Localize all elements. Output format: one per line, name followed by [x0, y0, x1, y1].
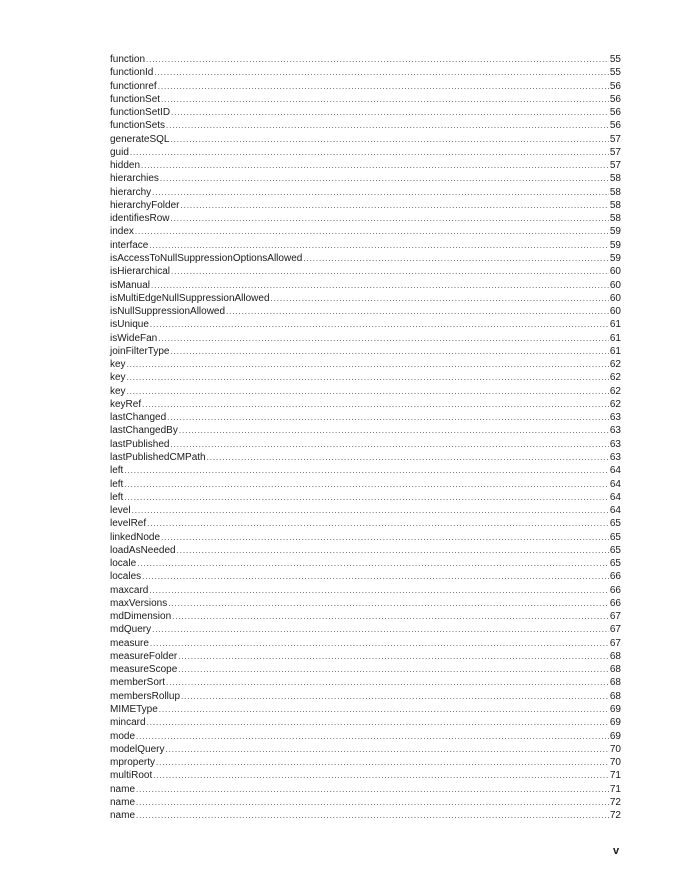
toc-entry-page: 56	[609, 120, 621, 132]
toc-entry[interactable]	[110, 451, 621, 464]
toc-entry-page: 62	[609, 398, 621, 410]
toc-entry-term: left	[110, 491, 124, 503]
toc-entry-page: 65	[609, 531, 621, 543]
toc-entry[interactable]	[110, 172, 621, 185]
toc-entry-page: 60	[609, 292, 621, 304]
toc-dot-leader	[150, 637, 609, 650]
toc-entry-page: 57	[609, 133, 621, 145]
toc-entry-term: mproperty	[110, 757, 156, 769]
toc-dot-leader	[149, 584, 609, 597]
toc-entry-term: functionSet	[110, 93, 161, 105]
toc-entry-page: 55	[609, 54, 621, 65]
toc-entry[interactable]	[110, 66, 621, 79]
table-of-contents	[110, 53, 621, 822]
toc-entry[interactable]	[110, 743, 621, 756]
toc-entry[interactable]	[110, 478, 621, 491]
toc-entry-page: 68	[609, 677, 621, 689]
toc-entry[interactable]	[110, 544, 621, 557]
toc-entry[interactable]	[110, 623, 621, 636]
toc-entry[interactable]	[110, 464, 621, 477]
toc-entry[interactable]	[110, 318, 621, 331]
toc-entry-term: index	[110, 226, 134, 238]
toc-dot-leader	[124, 491, 609, 504]
toc-dot-leader	[154, 66, 609, 79]
toc-entry-page: 71	[609, 770, 621, 782]
toc-entry-term: lastChanged	[110, 412, 167, 424]
toc-entry-page: 71	[609, 783, 621, 795]
toc-entry[interactable]	[110, 730, 621, 743]
toc-entry[interactable]	[110, 159, 621, 172]
toc-entry[interactable]	[110, 265, 621, 278]
toc-entry-page: 56	[609, 107, 621, 119]
toc-entry[interactable]	[110, 371, 621, 384]
toc-entry[interactable]	[110, 186, 621, 199]
toc-entry[interactable]	[110, 557, 621, 570]
toc-entry[interactable]	[110, 279, 621, 292]
toc-dot-leader	[127, 371, 609, 384]
toc-dot-leader	[170, 345, 608, 358]
toc-entry-page: 69	[609, 717, 621, 729]
toc-entry[interactable]	[110, 769, 621, 782]
toc-entry-page: 59	[609, 252, 621, 264]
toc-dot-leader	[137, 557, 609, 570]
toc-entry[interactable]	[110, 610, 621, 623]
toc-dot-leader	[142, 398, 609, 411]
toc-entry-page: 63	[609, 412, 621, 424]
toc-entry-page: 64	[609, 491, 621, 503]
toc-entry[interactable]	[110, 212, 621, 225]
toc-entry-term: linkedNode	[110, 531, 161, 543]
toc-entry[interactable]	[110, 53, 621, 66]
toc-entry[interactable]	[110, 637, 621, 650]
toc-entry-term: functionSetID	[110, 107, 171, 119]
toc-dot-leader	[168, 597, 609, 610]
toc-dot-leader	[136, 783, 609, 796]
toc-entry-term: left	[110, 465, 124, 477]
toc-entry-term: isUnique	[110, 319, 149, 331]
toc-entry-page: 65	[609, 558, 621, 570]
toc-entry[interactable]	[110, 809, 621, 822]
toc-entry-page: 67	[609, 637, 621, 649]
toc-entry[interactable]	[110, 332, 621, 345]
toc-dot-leader	[147, 716, 609, 729]
toc-entry[interactable]	[110, 411, 621, 424]
toc-entry-term: isManual	[110, 279, 151, 291]
toc-entry-page: 57	[609, 146, 621, 158]
toc-entry-page: 72	[609, 796, 621, 808]
toc-dot-leader	[124, 464, 609, 477]
toc-dot-leader	[136, 730, 609, 743]
toc-dot-leader	[124, 478, 609, 491]
toc-entry-term: level	[110, 505, 131, 517]
toc-dot-leader	[165, 743, 608, 756]
toc-entry-page: 60	[609, 266, 621, 278]
toc-dot-leader	[170, 438, 608, 451]
toc-dot-leader	[156, 756, 609, 769]
toc-entry-term: measureFolder	[110, 650, 178, 662]
toc-entry-page: 68	[609, 650, 621, 662]
toc-entry[interactable]	[110, 597, 621, 610]
toc-entry-page: 62	[609, 385, 621, 397]
toc-entry[interactable]	[110, 584, 621, 597]
toc-dot-leader	[132, 504, 609, 517]
toc-entry[interactable]	[110, 796, 621, 809]
toc-entry[interactable]	[110, 345, 621, 358]
toc-entry[interactable]	[110, 133, 621, 146]
toc-dot-leader	[159, 703, 609, 716]
toc-entry-term: functionId	[110, 67, 154, 79]
toc-entry-term: mode	[110, 730, 136, 742]
toc-entry-term: left	[110, 478, 124, 490]
toc-entry-term: guid	[110, 146, 129, 158]
toc-entry-term: function	[110, 54, 146, 65]
toc-entry-page: 59	[609, 239, 621, 251]
page-number: v	[613, 845, 620, 857]
toc-dot-leader	[179, 424, 609, 437]
toc-entry[interactable]	[110, 504, 621, 517]
toc-entry-term: modelQuery	[110, 743, 165, 755]
toc-entry-page: 58	[609, 186, 621, 198]
toc-dot-leader	[151, 279, 609, 292]
toc-entry-term: key	[110, 359, 126, 371]
toc-dot-leader	[178, 650, 609, 663]
toc-entry[interactable]	[110, 531, 621, 544]
toc-entry-term: isAccessToNullSuppressionOptionsAllowed	[110, 252, 303, 264]
toc-entry-term: functionref	[110, 80, 157, 92]
toc-entry-page: 66	[609, 597, 621, 609]
toc-entry[interactable]	[110, 305, 621, 318]
toc-dot-leader	[149, 239, 609, 252]
toc-entry[interactable]	[110, 756, 621, 769]
toc-entry[interactable]	[110, 783, 621, 796]
toc-entry-term: isMultiEdgeNullSuppressionAllowed	[110, 292, 270, 304]
toc-entry-page: 67	[609, 611, 621, 623]
toc-entry-page: 64	[609, 478, 621, 490]
toc-dot-leader	[161, 93, 609, 106]
toc-dot-leader	[127, 385, 609, 398]
toc-entry-term: mdDimension	[110, 611, 172, 623]
toc-dot-leader	[136, 809, 609, 822]
toc-entry-term: isNullSuppressionAllowed	[110, 306, 226, 318]
toc-dot-leader	[180, 199, 608, 212]
toc-entry-term: name	[110, 796, 136, 808]
toc-dot-leader	[153, 769, 609, 782]
toc-entry[interactable]	[110, 106, 621, 119]
toc-entry-page: 65	[609, 518, 621, 530]
toc-dot-leader	[172, 610, 609, 623]
toc-dot-leader	[130, 146, 609, 159]
toc-entry-term: hierarchies	[110, 173, 159, 185]
toc-dot-leader	[207, 451, 609, 464]
toc-entry-page: 69	[609, 704, 621, 716]
toc-entry-term: memberSort	[110, 677, 166, 689]
toc-entry-page: 56	[609, 93, 621, 105]
toc-entry-term: generateSQL	[110, 133, 170, 145]
toc-entry-term: keyRef	[110, 398, 142, 410]
toc-entry[interactable]	[110, 292, 621, 305]
toc-entry-page: 58	[609, 199, 621, 211]
toc-dot-leader	[160, 172, 609, 185]
toc-dot-leader	[178, 663, 609, 676]
toc-dot-leader	[158, 332, 609, 345]
toc-entry-page: 56	[609, 80, 621, 92]
toc-entry-term: measure	[110, 637, 149, 649]
toc-entry-page: 61	[609, 332, 621, 344]
toc-dot-leader	[158, 80, 609, 93]
toc-entry-term: locale	[110, 558, 137, 570]
toc-entry-term: MIMEType	[110, 704, 158, 716]
toc-entry-page: 59	[609, 226, 621, 238]
toc-entry-term: locales	[110, 571, 142, 583]
toc-dot-leader	[177, 544, 609, 557]
toc-entry-term: hierarchy	[110, 186, 152, 198]
toc-entry-page: 63	[609, 425, 621, 437]
toc-dot-leader	[167, 411, 609, 424]
toc-dot-leader	[166, 676, 609, 689]
toc-entry-term: lastPublished	[110, 438, 170, 450]
toc-dot-leader	[181, 690, 609, 703]
toc-entry-page: 64	[609, 505, 621, 517]
toc-entry-page: 58	[609, 213, 621, 225]
toc-entry[interactable]	[110, 146, 621, 159]
toc-entry-term: isHierarchical	[110, 266, 171, 278]
toc-entry-page: 57	[609, 160, 621, 172]
toc-dot-leader	[142, 570, 609, 583]
toc-dot-leader	[136, 796, 609, 809]
toc-entry[interactable]	[110, 398, 621, 411]
toc-entry-page: 65	[609, 544, 621, 556]
toc-dot-leader	[152, 186, 609, 199]
toc-entry-term: multiRoot	[110, 770, 153, 782]
toc-dot-leader	[271, 292, 609, 305]
toc-entry-term: name	[110, 810, 136, 822]
toc-entry-page: 58	[609, 173, 621, 185]
toc-entry-term: isWideFan	[110, 332, 158, 344]
toc-entry-term: levelRef	[110, 518, 147, 530]
toc-entry-term: membersRollup	[110, 690, 181, 702]
toc-entry-term: loadAsNeeded	[110, 544, 176, 556]
toc-entry[interactable]	[110, 703, 621, 716]
toc-entry-page: 61	[609, 319, 621, 331]
toc-entry-page: 62	[609, 359, 621, 371]
toc-dot-leader	[146, 53, 609, 66]
toc-dot-leader	[303, 252, 609, 265]
toc-entry-page: 67	[609, 624, 621, 636]
toc-entry-page: 70	[609, 743, 621, 755]
toc-entry-term: key	[110, 385, 126, 397]
toc-entry-term: hidden	[110, 160, 141, 172]
toc-dot-leader	[135, 225, 609, 238]
toc-entry[interactable]	[110, 438, 621, 451]
toc-entry-page: 63	[609, 438, 621, 450]
toc-entry[interactable]	[110, 252, 621, 265]
toc-entry[interactable]	[110, 199, 621, 212]
toc-entry-page: 66	[609, 584, 621, 596]
toc-entry[interactable]	[110, 93, 621, 106]
toc-dot-leader	[171, 106, 609, 119]
toc-entry-page: 69	[609, 730, 621, 742]
toc-entry[interactable]	[110, 676, 621, 689]
toc-dot-leader	[171, 265, 609, 278]
toc-entry[interactable]	[110, 119, 621, 132]
toc-entry-term: interface	[110, 239, 149, 251]
toc-dot-leader	[170, 212, 608, 225]
toc-entry-term: mincard	[110, 717, 146, 729]
toc-entry-page: 66	[609, 571, 621, 583]
toc-dot-leader	[161, 531, 609, 544]
toc-entry-term: lastChangedBy	[110, 425, 178, 437]
toc-entry-term: key	[110, 372, 126, 384]
toc-entry[interactable]	[110, 517, 621, 530]
toc-entry[interactable]	[110, 716, 621, 729]
toc-entry-term: mdQuery	[110, 624, 152, 636]
toc-entry[interactable]	[110, 358, 621, 371]
toc-entry[interactable]	[110, 385, 621, 398]
toc-entry[interactable]	[110, 225, 621, 238]
toc-entry-page: 63	[609, 451, 621, 463]
toc-entry-term: functionSets	[110, 120, 166, 132]
toc-entry-page: 68	[609, 690, 621, 702]
toc-entry-term: name	[110, 783, 136, 795]
toc-dot-leader	[226, 305, 609, 318]
toc-entry-term: measureScope	[110, 664, 178, 676]
toc-entry[interactable]	[110, 491, 621, 504]
toc-dot-leader	[150, 318, 609, 331]
toc-entry-page: 60	[609, 279, 621, 291]
toc-entry-term: maxVersions	[110, 597, 168, 609]
toc-entry-term: lastPublishedCMPath	[110, 451, 206, 463]
toc-entry[interactable]	[110, 80, 621, 93]
toc-dot-leader	[152, 623, 609, 636]
toc-entry-page: 72	[609, 810, 621, 822]
toc-entry-page: 55	[609, 67, 621, 79]
toc-entry[interactable]	[110, 690, 621, 703]
toc-entry-term: identifiesRow	[110, 213, 170, 225]
toc-entry-page: 70	[609, 757, 621, 769]
toc-dot-leader	[166, 119, 609, 132]
toc-dot-leader	[171, 133, 609, 146]
toc-entry-page: 62	[609, 372, 621, 384]
toc-entry-page: 64	[609, 465, 621, 477]
toc-entry[interactable]	[110, 650, 621, 663]
toc-dot-leader	[141, 159, 609, 172]
toc-entry-page: 68	[609, 664, 621, 676]
toc-entry-term: maxcard	[110, 584, 149, 596]
toc-entry-term: joinFilterType	[110, 345, 170, 357]
toc-entry-page: 61	[609, 345, 621, 357]
toc-entry-page: 60	[609, 306, 621, 318]
toc-dot-leader	[147, 517, 609, 530]
toc-entry-term: hierarchyFolder	[110, 199, 180, 211]
toc-entry[interactable]	[110, 239, 621, 252]
toc-entry[interactable]	[110, 424, 621, 437]
toc-entry[interactable]	[110, 570, 621, 583]
toc-entry[interactable]	[110, 663, 621, 676]
toc-dot-leader	[127, 358, 609, 371]
